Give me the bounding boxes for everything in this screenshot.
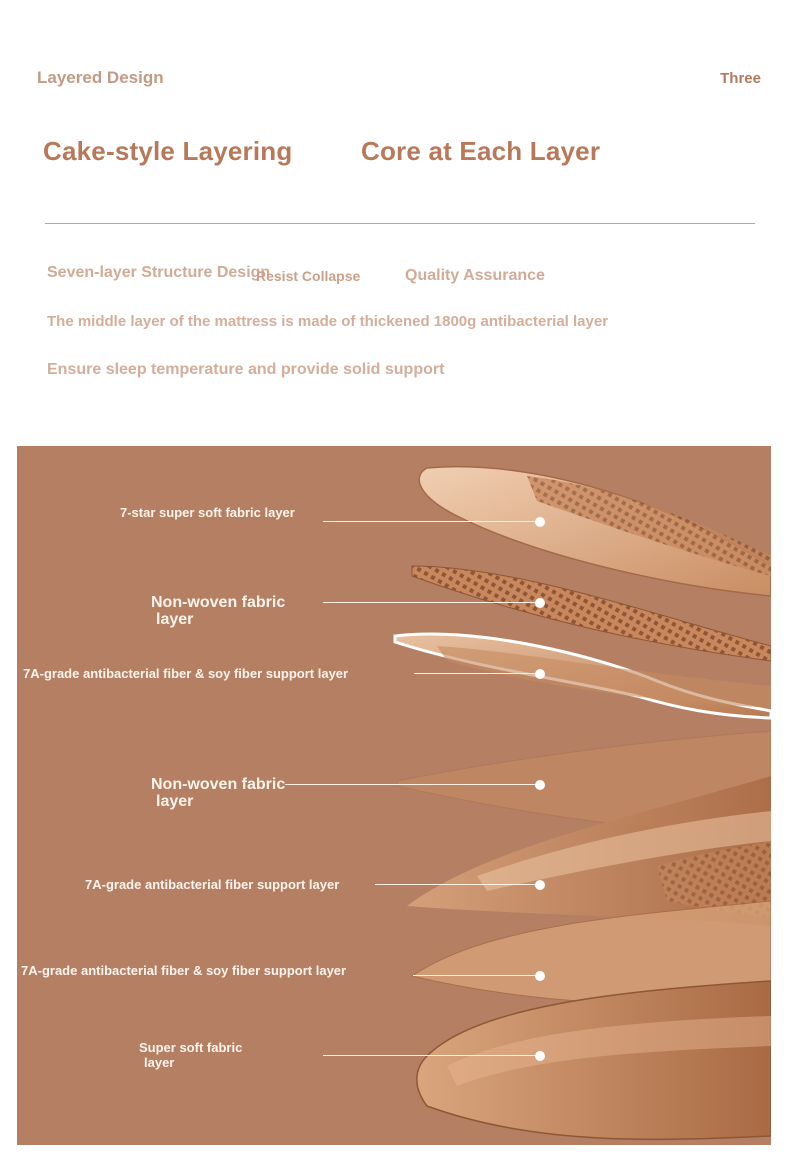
callout-label-4-line-2: layer [156,793,194,810]
callout-label-7 [139,1040,242,1070]
callout-line-3 [414,673,541,674]
feature-quality: Quality Assurance [405,267,545,284]
callout-dot-4 [535,780,545,790]
callout-label-4 [151,776,285,810]
callout-dot-7 [535,1051,545,1061]
description-line-1: The middle layer of the mattress is made of thickened 1800g antibacterial layer [47,313,609,330]
callout-dot-3 [535,669,545,679]
callout-dot-2 [535,598,545,608]
feature-resist-collapse: Resist Collapse [256,268,361,284]
feature-seven-layer: Seven-layer Structure Design [47,264,271,281]
callout-label-7-line-2: layer [144,1055,175,1070]
callout-label-5: 7A-grade antibacterial fiber support layer [85,877,340,892]
mattress-layers-illustration [17,446,771,1145]
description-line-2: Ensure sleep temperature and provide solid support [47,361,445,378]
callout-line-6 [413,975,541,976]
headline-right: Core at Each Layer [361,136,601,166]
callout-line-2 [323,602,541,603]
callout-dot-5 [535,880,545,890]
callout-line-7 [323,1055,541,1056]
section-number: Three [720,70,761,87]
callout-line-4 [285,784,541,785]
headline-left: Cake-style Layering [43,136,293,166]
callout-dot-6 [535,971,545,981]
callout-label-4-line-1: Non-woven fabric [151,776,286,793]
callout-label-2-line-2: layer [156,611,194,628]
layer-diagram-panel [17,446,771,1145]
callout-dot-1 [535,517,545,527]
callout-line-5 [375,884,541,885]
section-label: Layered Design [37,68,164,87]
callout-label-2-line-1: Non-woven fabric [151,594,286,611]
callout-line-1 [323,521,541,522]
divider [45,223,755,224]
callout-label-2 [151,594,285,628]
callout-label-6: 7A-grade antibacterial fiber & soy fiber support layer [21,963,347,978]
callout-label-3: 7A-grade antibacterial fiber & soy fiber support layer [23,666,349,681]
callout-label-7-line-1: Super soft fabric [139,1040,243,1055]
callout-label-1: 7-star super soft fabric layer [120,505,295,520]
layer-3-body [437,646,771,708]
